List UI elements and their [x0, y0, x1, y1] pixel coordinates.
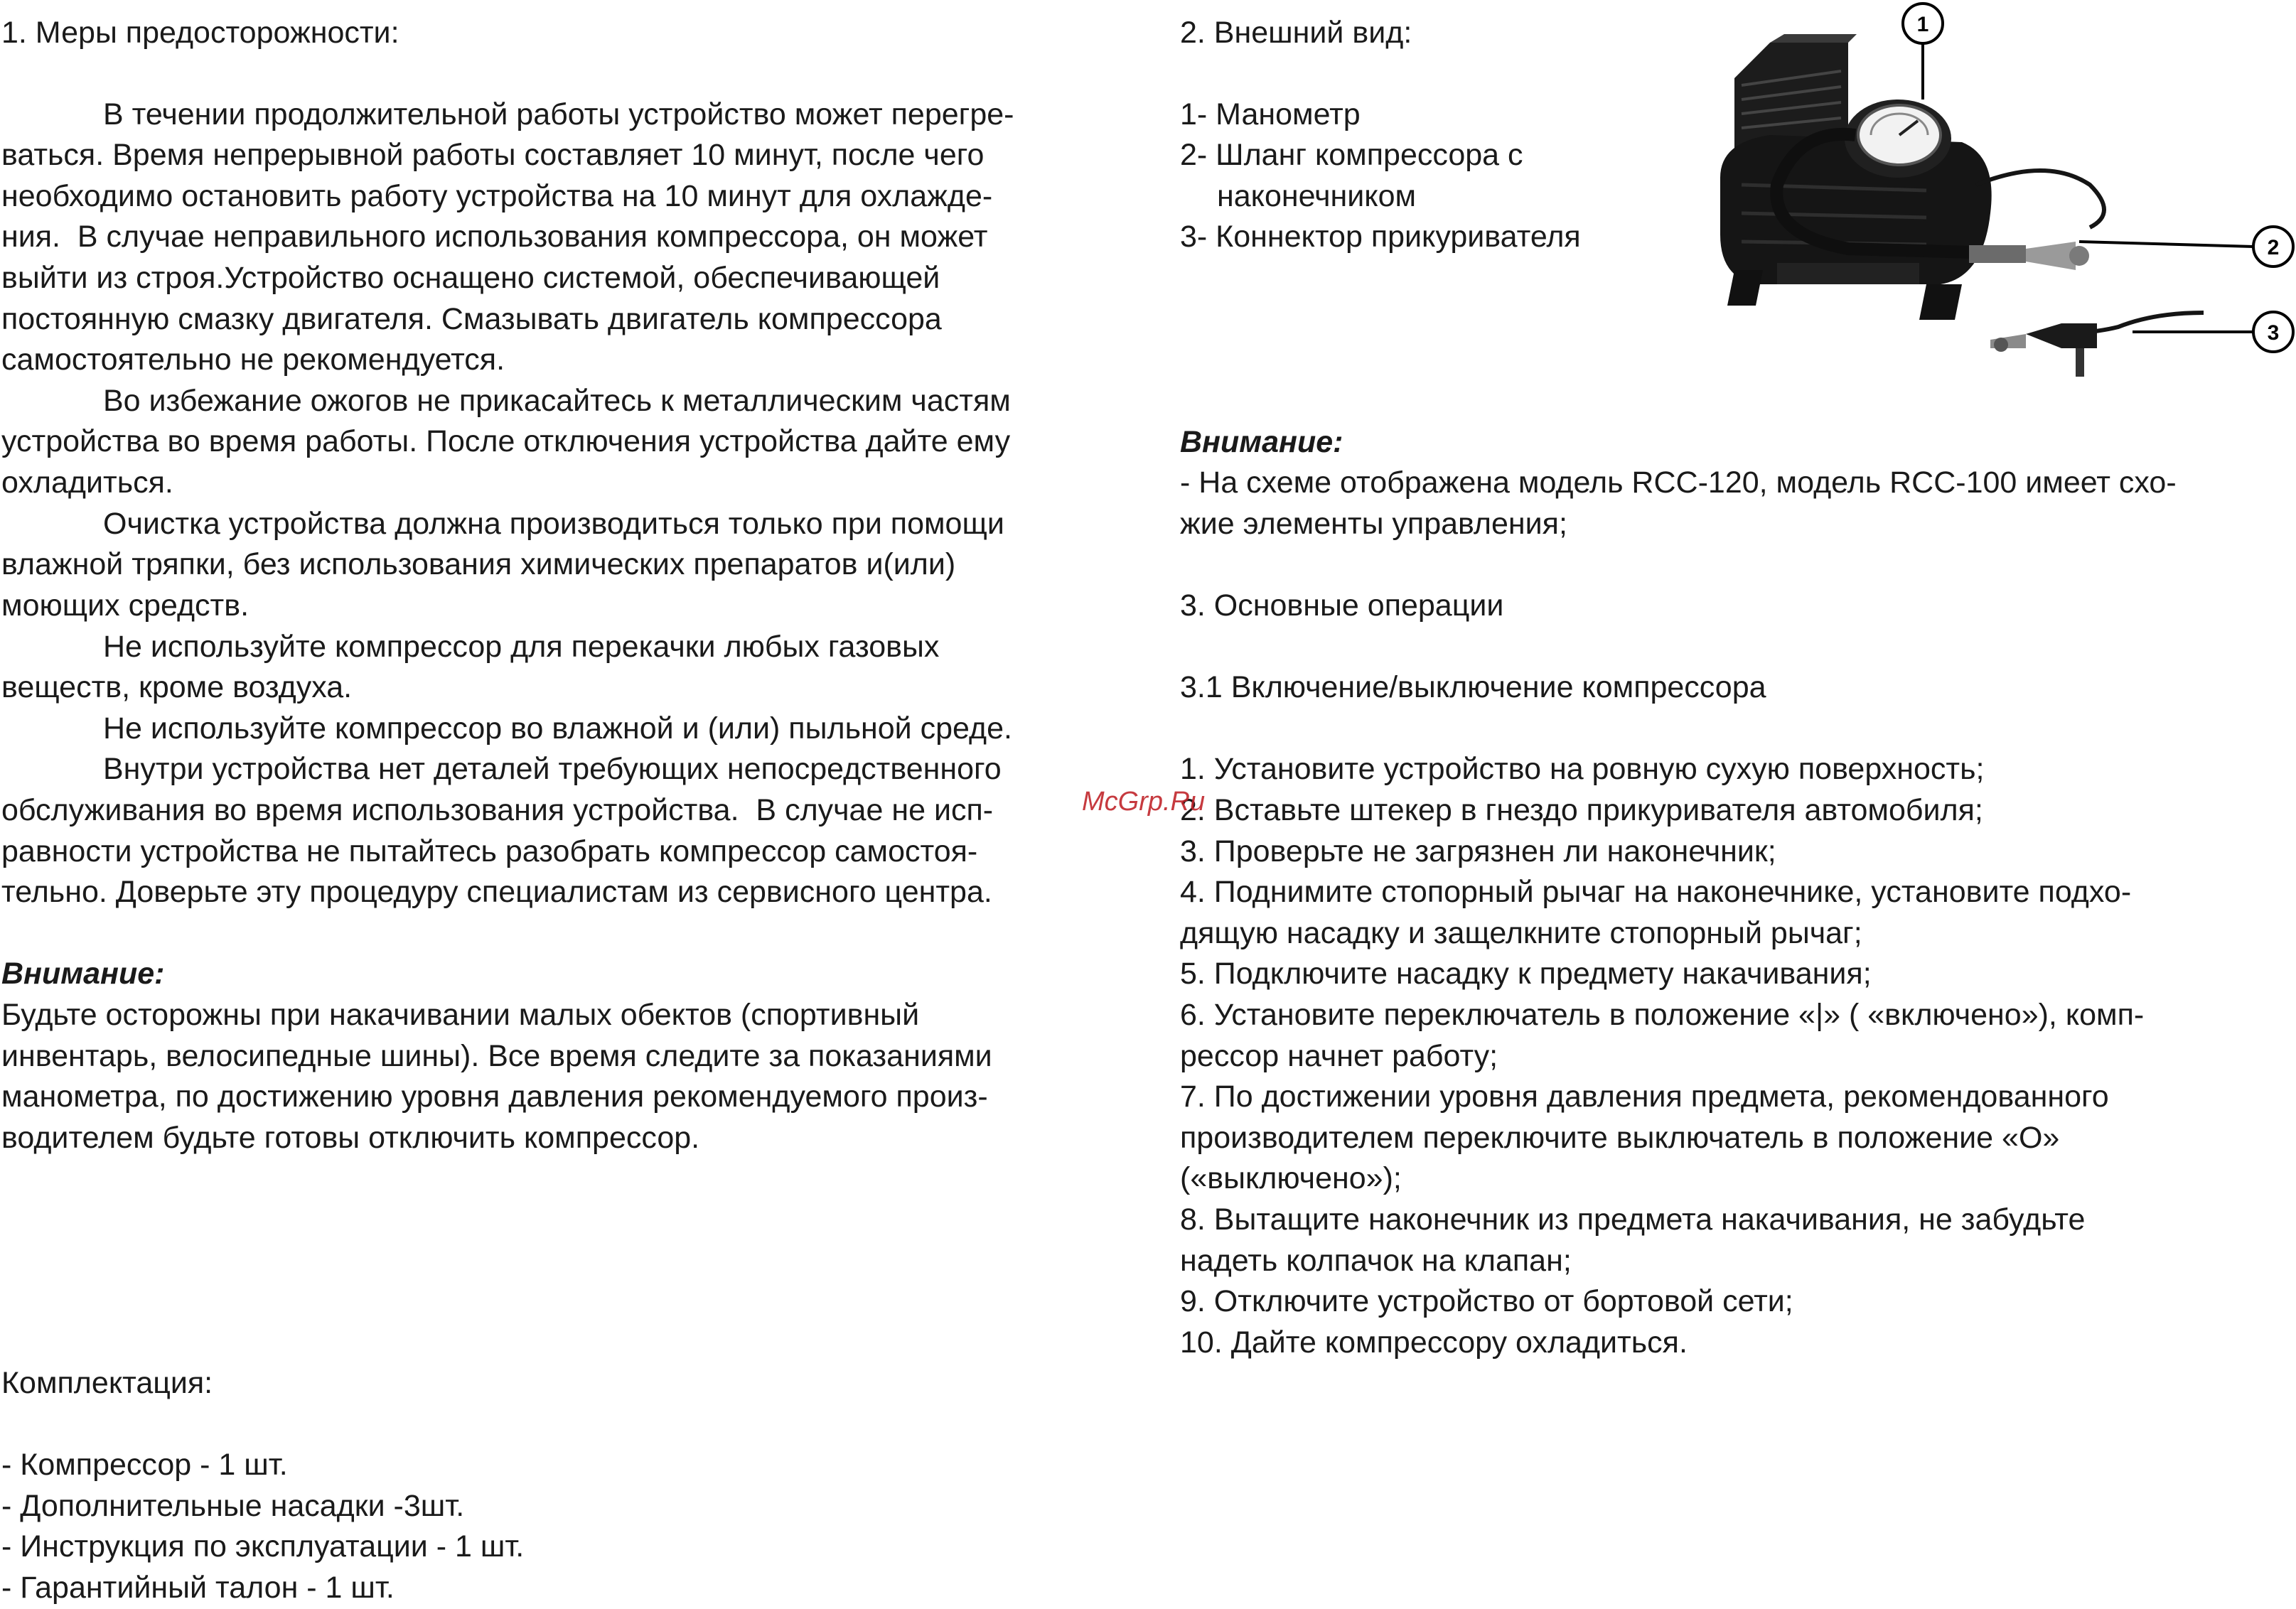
paragraph-line: необходимо остановить работу устройства на 10 минут для охлажде- — [1, 179, 993, 213]
step-line: производителем переключите выключатель в положение «О» — [1180, 1121, 2060, 1155]
paragraph-line: Внутри устройства нет деталей требующих непосредственного — [103, 752, 1002, 786]
part-item: 2- Шланг компрессора с — [1180, 138, 1523, 172]
attention-line: водителем будьте готовы отключить компрессор. — [1, 1121, 700, 1155]
watermark: McGrp.Ru — [1082, 787, 1206, 817]
attention-label: Внимание: — [1180, 425, 1343, 459]
paragraph-line: охладиться. — [1, 466, 173, 500]
step-line: («выключено»); — [1180, 1161, 1402, 1195]
paragraph-line: Очистка устройства должна производиться только при помощи — [103, 507, 1004, 541]
step-line: рессор начнет работу; — [1180, 1039, 1498, 1073]
attention-line: жие элементы управления; — [1180, 507, 1567, 541]
paragraph-line: ваться. Время непрерывной работы составляет 10 минут, после чего — [1, 138, 985, 172]
compressor-icon — [1720, 34, 2204, 377]
step-line: дящую насадку и защелкните стопорный рычаг; — [1180, 916, 1862, 950]
paragraph-line: Не используйте компрессор для перекачки любых газовых — [103, 630, 940, 664]
paragraph-line: моющих средств. — [1, 588, 250, 623]
kit-item: - Гарантийный талон - 1 шт. — [1, 1571, 395, 1605]
step-line: 2. Вставьте штекер в гнездо прикуривателя автомобиля; — [1180, 793, 1983, 827]
kit-item: - Инструкция по эксплуатации - 1 шт. — [1, 1529, 525, 1564]
section-3-1-title: 3.1 Включение/выключение компрессора — [1180, 670, 1766, 704]
paragraph-line: постоянную смазку двигателя. Смазывать двигатель компрессора — [1, 302, 942, 336]
part-item: 3- Коннектор прикуривателя — [1180, 220, 1581, 254]
paragraph-line: ния. В случае неправильного использования компрессора, он может — [1, 220, 988, 254]
paragraph-line: Во избежание ожогов не прикасайтесь к металлическим частям — [103, 384, 1011, 418]
step-line: 4. Поднимите стопорный рычаг на наконечнике, установите подхо- — [1180, 875, 2132, 909]
paragraph-line: влажной тряпки, без использования химических препаратов и(или) — [1, 547, 956, 581]
attention-line: Будьте осторожны при накачивании малых обектов (спортивный — [1, 998, 920, 1032]
paragraph-line: самостоятельно не рекомендуется. — [1, 343, 505, 377]
attention-line: манометра, по достижению уровня давления рекомендуемого произ- — [1, 1080, 988, 1114]
attention-line: инвентарь, велосипедные шины). Все время следите за показаниями — [1, 1039, 992, 1073]
kit-item: - Компрессор - 1 шт. — [1, 1448, 288, 1482]
step-line: 10. Дайте компрессору охладиться. — [1180, 1325, 1688, 1360]
section-3-title: 3. Основные операции — [1180, 588, 1504, 623]
callout-3-label: 3 — [2267, 321, 2280, 345]
paragraph-line: устройства во время работы. После отключения устройства дайте ему — [1, 424, 1011, 458]
step-line: 8. Вытащите наконечник из предмета накачивания, не забудьте — [1180, 1202, 2086, 1237]
paragraph-line: веществ, кроме воздуха. — [1, 670, 353, 704]
paragraph-line: обслуживания во время использования устройства. В случае не исп- — [1, 793, 994, 827]
paragraph-line: выйти из строя.Устройство оснащено системой, обеспечивающей — [1, 261, 940, 295]
step-line: 3. Проверьте не загрязнен ли наконечник; — [1180, 834, 1776, 868]
step-line: 5. Подключите насадку к предмету накачивания; — [1180, 957, 1872, 991]
step-line: 9. Отключите устройство от бортовой сети; — [1180, 1284, 1793, 1318]
kit-title: Комплектация: — [1, 1366, 213, 1400]
section-1-title: 1. Меры предосторожности: — [1, 16, 399, 50]
part-item: наконечником — [1217, 179, 1417, 213]
attention-line: - На схеме отображена модель RCC-120, модель RCC-100 имеет схо- — [1180, 466, 2177, 500]
step-line: 6. Установите переключатель в положение «|» ( «включено»), комп- — [1180, 998, 2145, 1032]
callout-2-label: 2 — [2267, 236, 2280, 259]
paragraph-line: равности устройства не пытайтесь разобрать компрессор самостоя- — [1, 834, 978, 868]
paragraph-line: тельно. Доверьте эту процедуру специалистам из сервисного центра. — [1, 875, 992, 909]
kit-item: - Дополнительные насадки -3шт. — [1, 1489, 465, 1523]
paragraph-line: Не используйте компрессор во влажной и (или) пыльной среде. — [103, 711, 1012, 746]
step-line: надеть колпачок на клапан; — [1180, 1244, 1572, 1278]
paragraph-line: В течении продолжительной работы устройство может перегре- — [103, 97, 1014, 131]
step-line: 7. По достижении уровня давления предмета, рекомендованного — [1180, 1080, 2109, 1114]
compressor-figure — [1692, 0, 2296, 398]
attention-label: Внимание: — [1, 957, 165, 991]
section-2-title: 2. Внешний вид: — [1180, 16, 1412, 50]
callout-1-label: 1 — [1916, 13, 1929, 36]
part-item: 1- Манометр — [1180, 97, 1361, 131]
step-line: 1. Установите устройство на ровную сухую поверхность; — [1180, 752, 1985, 786]
